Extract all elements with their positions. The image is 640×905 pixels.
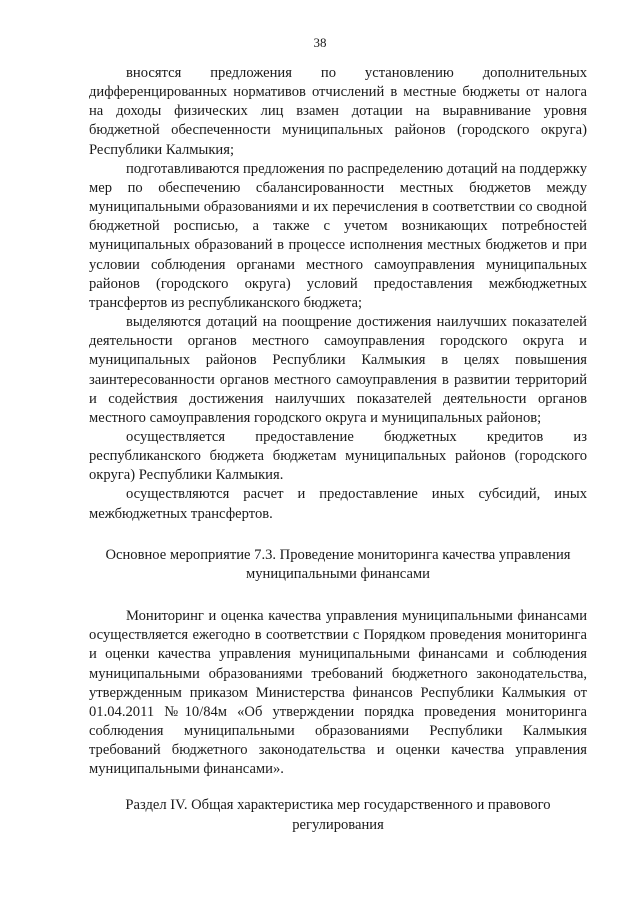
paragraph-budget-credits: осуществляется предоставление бюджетных кредитов из республиканского бюджета бюджетам муниципальных районов (городского округа) Республики Калмыкия. [89,428,587,484]
paragraph-additional-normatives: вносятся предложения по установлению дополнительных дифференцированных нормативов отчислений в местные бюджеты от налога на доходы физических лиц взамен дотации на выравнивание уровня бюджетной обеспеченности муниципальных районов (городского округа) Республики Калмыкия; [89,65,587,158]
paragraph-other-transfers: осуществляются расчет и предоставление иных субсидий, иных межбюджетных трансфертов. [89,486,587,522]
page-number: 38 [313,35,327,50]
paragraph-incentive-subsidies: выделяются дотаций на поощрение достижения наилучших показателей деятельности органов местного самоуправления городского округа и муниципальных районов Республики Калмыкия в целях повышения заинтересованности органов местного самоуправления в развитии территорий и содействия достижения наилучших показателей деятельности органов местного самоуправления городского округа и муниципальных районов; [89,314,587,426]
page-content [89,64,587,835]
section-heading: Раздел IV. Общая характеристика мер государственного и правового регулирования [125,797,551,833]
measure-heading: Основное мероприятие 7.3. Проведение мониторинга качества управления муниципальными финансами [105,546,571,582]
spacer [89,524,587,546]
spacer [89,584,587,607]
paragraph-balance-subsidies: подготавливаются предложения по распределению дотаций на поддержку мер по обеспечению сбалансированности местных бюджетов между муниципальными образованиями и их перечисления в соответствии со сводной бюджетной росписью, а также с учетом возникающих потребностей муниципальных образований в процессе исполнения местных бюджетов и при условии соблюдения органами местного самоуправления муниципальных районов (городского округа) условий предоставления межбюджетных трансфертов из республиканского бюджета; [89,160,587,311]
paragraph-monitoring: Мониторинг и оценка качества управления муниципальными финансами осуществляется ежегодно в соответствии с Порядком проведения мониторинга и оценки качества управления муниципальными финансами и соблюдения муниципальными образованиями требований бюджетного законодательства, утвержденным приказом Министерства финансов Республики Калмыкия от 01.04.2011 №10/84м «Об утверждении порядка проведения мониторинга соблюдения муниципальными образованиями Республики Калмыкия требований бюджетного законодательства и оценки качества управления муниципальными финансами». [89,608,587,778]
spacer [89,779,587,796]
